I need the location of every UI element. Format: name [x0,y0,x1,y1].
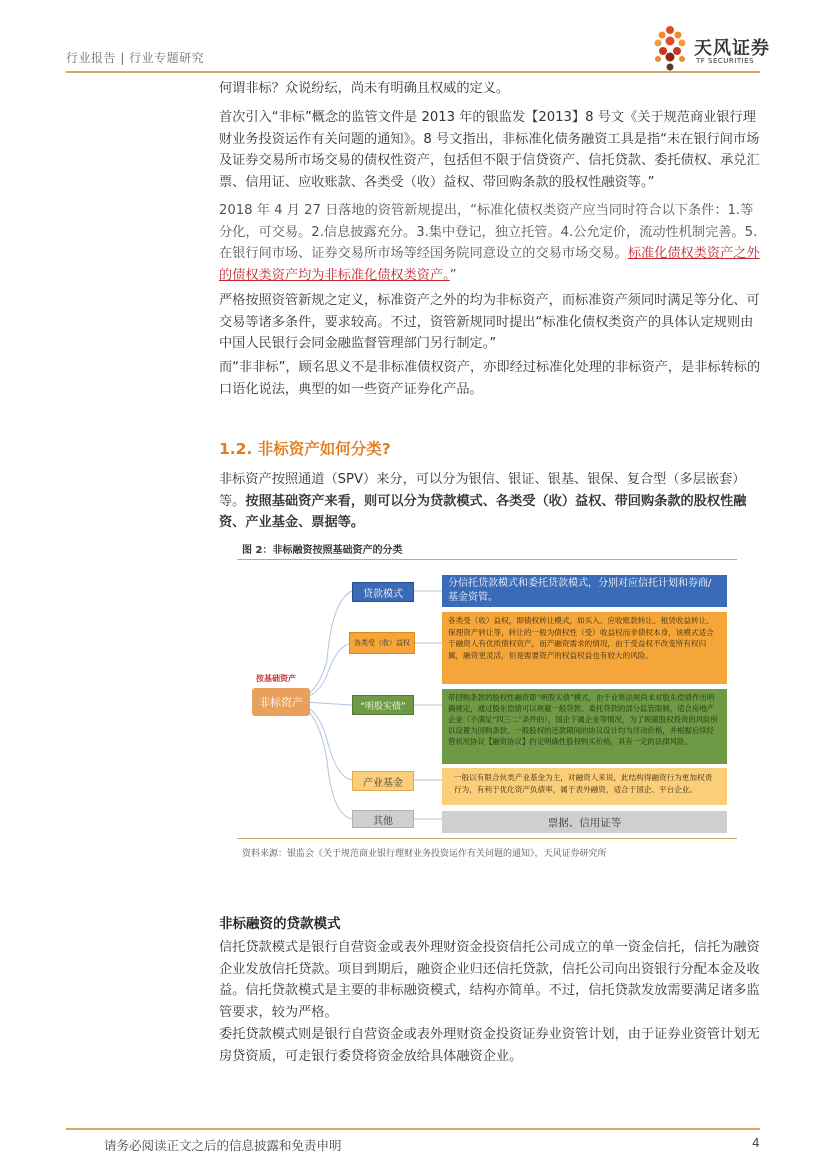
connector-other [287,701,352,819]
paragraph-entrusted-loan: 委托贷款模式则是银行自营资金或表外理财资金投资证券业资管计划，由于证券业资管计划无房贷资质，可走银行委贷将资金放给具体融资企业。 [219,1027,760,1064]
new-regulation-text: 2018 年 4 月 27 日落地的资管新规提出，“标准化债权类资产应当同时符合以下条件：1.等分化，可交易。2.信息披露充分。3.集中登记，独立托管。4.公允定价，流动性机制完善。5.在银行间市场、证券交易所市场等经国务院同意设立的交易市场交易。 [219,203,758,261]
paragraph-new-regulation [219,200,762,286]
paragraph-definition-question: 何谓非标？众说纷纭，尚未有明确且权威的定义。 [219,81,510,96]
subsection-title: 非标融资的贷款模式 [219,916,341,932]
classification-text: 非标资产按照通道（SPV）来分，可以分为银信、银证、银基、银保、复合型（多层嵌套）等。 [219,472,746,509]
connector-loan [287,591,352,701]
desc-industry-fund: 一般以有限合伙类产业基金为主，对融资人来说，此结构得融资行为更加权责行为，有利于优化资产负债率，属于表外融资，适合于国企、平台企业。 [442,768,727,805]
report-type-label: 行业报告 | 行业专题研究 [66,51,205,65]
desc-other: 票据、信用证等 [442,811,727,833]
figure-bottom-divider [237,838,737,839]
classification-bold-text: 按照基础资产来看，则可以分为贷款模式、各类受（收）益权、带回购条款的股权性融资、产业基金、票据等。 [219,493,747,530]
paragraph-non-non-standard: 而“非非标”，顾名思义不是非标准债权资产，亦即经过标准化处理的非标资产，是非标转标的口语化说法，典型的如一些资产证券化产品。 [219,360,761,397]
paragraph-strict-definition: 严格按照资管新规之定义，标准资产之外的均为非标资产，而标准资产须同时满足等分化、可交易等诸多条件，要求较高。不过，资管新规同时提出“标准化债权类资产的具体认定规则由中国人民银行会同金融监督管理部门另行制定。” [219,293,760,351]
logo-brand-name: 天风证券 [694,38,770,59]
category-income-rights: 各类受（收）益权 [349,632,415,654]
new-regulation-closing-quote: ” [449,267,457,283]
root-node: 非标资产 [252,688,310,716]
logo-brand-english: TF SECURITIES [696,57,755,65]
category-equity-debt: “明股实债” [352,695,414,715]
header-divider [66,71,760,73]
section-title: 1.2. 非标资产如何分类? [219,440,391,458]
category-loan: 贷款模式 [352,582,414,602]
desc-loan: 分信托贷款模式和委托贷款模式，分别对应信托计划和券商/基金资管。 [442,575,727,607]
category-industry-fund: 产业基金 [352,771,414,791]
root-caption: 按基础资产 [256,674,296,683]
desc-income-rights: 各类受（收）益权，即债权转让模式，如买入、应收账款转让、租赁收益转让、保理资产转让等，转让的一般为债权性（受）收益权而非债权本身，该模式适合于融资人有优质债权资产，而产融资需求的情况，由于受益权不改变所有权归属，融资更灵活，但是需要资产的权益权益也有较大的风险。 [442,612,727,684]
paragraph-classification [219,469,762,534]
category-other: 其他 [352,810,414,828]
paragraph-trust-loan: 信托贷款模式是银行自营资金或表外理财资金投资信托公司成立的单一资金信托，信托为融资企业发放信托贷款。项目到期后，融资企业归还信托贷款，信托公司向出资银行分配本金及收益。信托贷款模式是主要的非标融资模式，结构亦简单。不过，信托贷款发放需要满足诸多监管要求，较为严格。 [219,940,760,1020]
desc-equity-debt: 带回购条款的股权性融资即“明股实债”模式，由于业界法规尚未对股东偿债作出明确规定，通过股东偿债可以规避一般贷款、委托贷款的部分监管限制，适合房地产企业（不满足“四三二”条件的），国企下属企业等情况，为了规避股权投资的风险所以设置为回购条款，一般股权的还款期间的协议设计均为浮动价格，并根据后续经营状况协议【融资协议】约定明确性股权购买价格，具有一定的法律风险。 [442,689,727,764]
new-regulation-highlight: 标准化债权类资产之外的债权类资产均为非标准化债权类资产。 [219,246,760,283]
page-number: 4 [752,1136,760,1150]
footer-disclaimer: 请务必阅读正文之后的信息披露和免责申明 [104,1138,342,1153]
figure-title: 图 2：非标融资按照基础资产的分类 [242,545,403,556]
figure-source: 资料来源：银监会《关于规范商业银行理财业务投资运作有关问题的通知》，天风证券研究所 [242,849,607,859]
paragraph-first-regulation: 首次引入“非标”概念的监管文件是 2013 年的银监发【2013】8 号文《关于规范商业银行理财业务投资运作有关问题的通知》。8 号文指出，非标准化债务融资工具是指“未在银行间市场及证券交易所市场交易的债权性资产，包括但不限于信贷资产、信托贷款、委托债权、承兑汇票、信用证、应收账款、各类受（收）益权、带回购条款的股权性融资等。” [219,110,760,190]
footer-divider [66,1128,760,1130]
